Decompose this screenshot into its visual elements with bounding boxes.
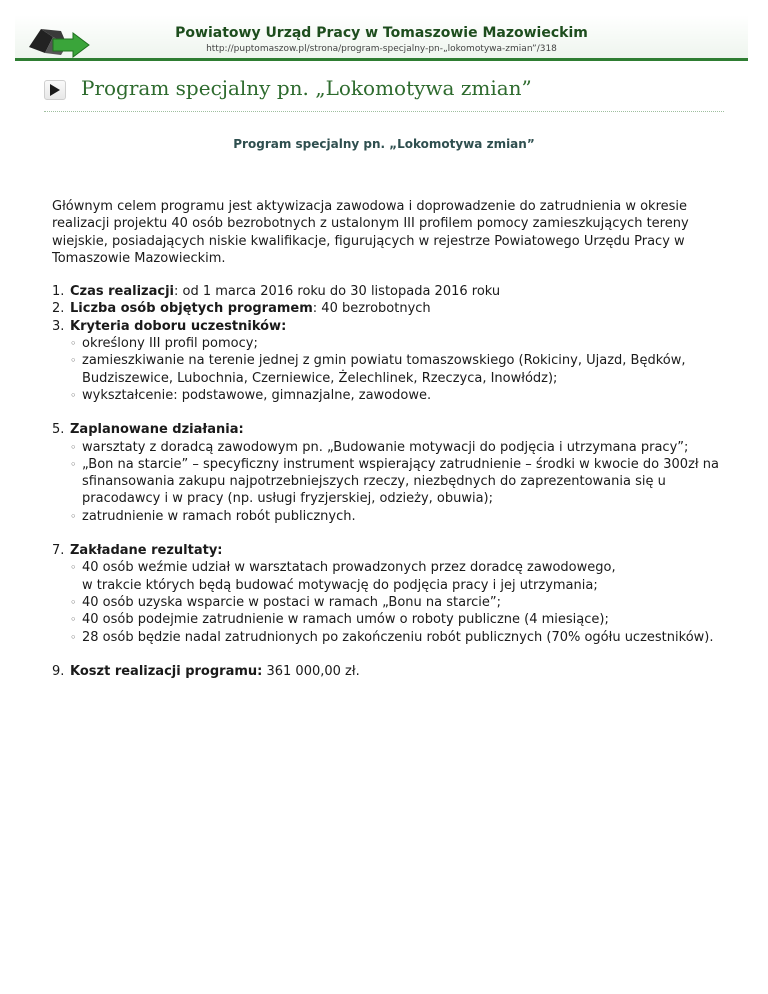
item-number: 9. <box>52 663 65 679</box>
list-item <box>52 300 720 317</box>
sub-list-item <box>52 559 720 594</box>
site-title: Powiatowy Urząd Pracy w Tomaszowie Mazowieckim <box>175 25 588 41</box>
item-number: 2. <box>52 301 65 317</box>
sub-list-item: ◦ wykształcenie: podstawowe, gimnazjalne, zawodowe. <box>52 387 720 404</box>
item-text: : 40 bezrobotnych <box>312 301 431 317</box>
item-label: Zaplanowane działania: <box>70 422 244 438</box>
list-item <box>52 421 720 438</box>
item-label: Zakładane rezultaty: <box>70 543 223 559</box>
sub-list-item: ◦ „Bon na starcie” – specyficzny instrument wspierający zatrudnienie – środki w kwocie do 300zł na sfinansowania zakupu najpotrzebniejszych rzeczy, niezbędnych do zaprezentowania się u pracodawcy i w pracy (np. usługi fryzjerskiej, odzieży, obuwia); <box>52 456 720 508</box>
item-number: 5. <box>52 422 65 438</box>
article-content <box>52 198 720 680</box>
sub-list-item: ◦ określony III profil pomocy; <box>52 335 720 352</box>
results-list <box>52 559 720 645</box>
item-text: : od 1 marca 2016 roku do 30 listopada 2016 roku <box>174 284 501 300</box>
intro-paragraph: Głównym celem programu jest aktywizacja zawodowa i doprowadzenie do zatrudnienia w okresie realizacji projektu 40 osób bezrobotnych z ustalonym III profilem pomocy zamieszkujących tereny wiejskie, posiadających niskie kwalifikacje, figurujących w rejestrze Powiatowego Urzędu Pracy w Tomaszowie Mazowieckim. <box>52 199 689 266</box>
sub-item-continuation: w trakcie których będą budować motywację do podjęcia pracy i jej utrzymania; <box>82 577 598 593</box>
item-text: 361 000,00 zł. <box>262 663 360 679</box>
item-label: Kryteria doboru uczestników: <box>70 318 287 334</box>
item-number: 7. <box>52 543 65 559</box>
sub-list-item: ◦ zamieszkiwanie na terenie jednej z gmin powiatu tomaszowskiego (Rokiciny, Ujazd, Będków, Budziszewice, Lubochnia, Czerniewice, Żelechlinek, Rzeczyca, Inowłódz); <box>52 352 720 387</box>
list-item <box>52 283 720 300</box>
item-label: Koszt realizacji programu: <box>70 663 263 679</box>
title-divider <box>44 111 724 112</box>
page-title: Program specjalny pn. „Lokomotywa zmian” <box>81 76 532 100</box>
item-label: Liczba osób objętych programem <box>70 301 313 317</box>
sub-list-item: ◦ 40 osób uzyska wsparcie w postaci w ramach „Bonu na starcie”; <box>52 594 720 611</box>
page-title-row <box>44 76 724 106</box>
sub-item-text: 40 osób weźmie udział w warsztatach prowadzonych przez doradcę zawodowego, <box>82 560 616 576</box>
sub-list-item: ◦ 40 osób podejmie zatrudnienie w ramach umów o roboty publiczne (4 miesiące); <box>52 611 720 628</box>
item-number: 3. <box>52 318 65 334</box>
list-item <box>52 318 720 335</box>
sub-list-item: ◦ 28 osób będzie nadal zatrudnionych po zakończeniu robót publicznych (70% ogółu uczestników). <box>52 629 720 646</box>
site-header <box>15 15 748 61</box>
sub-list-item: ◦ zatrudnienie w ramach robót publicznych. <box>52 508 720 525</box>
sub-list-item: ◦ warsztaty z doradcą zawodowym pn. „Budowanie motywacji do podjęcia i utrzymana pracy”; <box>52 439 720 456</box>
list-item <box>52 663 720 680</box>
list-item <box>52 542 720 559</box>
item-number: 1. <box>52 284 65 300</box>
article-subtitle: Program specjalny pn. „Lokomotywa zmian” <box>233 137 535 151</box>
play-arrow-icon <box>44 80 66 100</box>
criteria-list <box>52 335 720 404</box>
item-label: Czas realizacji <box>70 284 175 300</box>
page-url[interactable]: http://puptomaszow.pl/strona/program-specjalny-pn-„lokomotywa-zmian”/318 <box>206 44 557 54</box>
actions-list <box>52 439 720 525</box>
